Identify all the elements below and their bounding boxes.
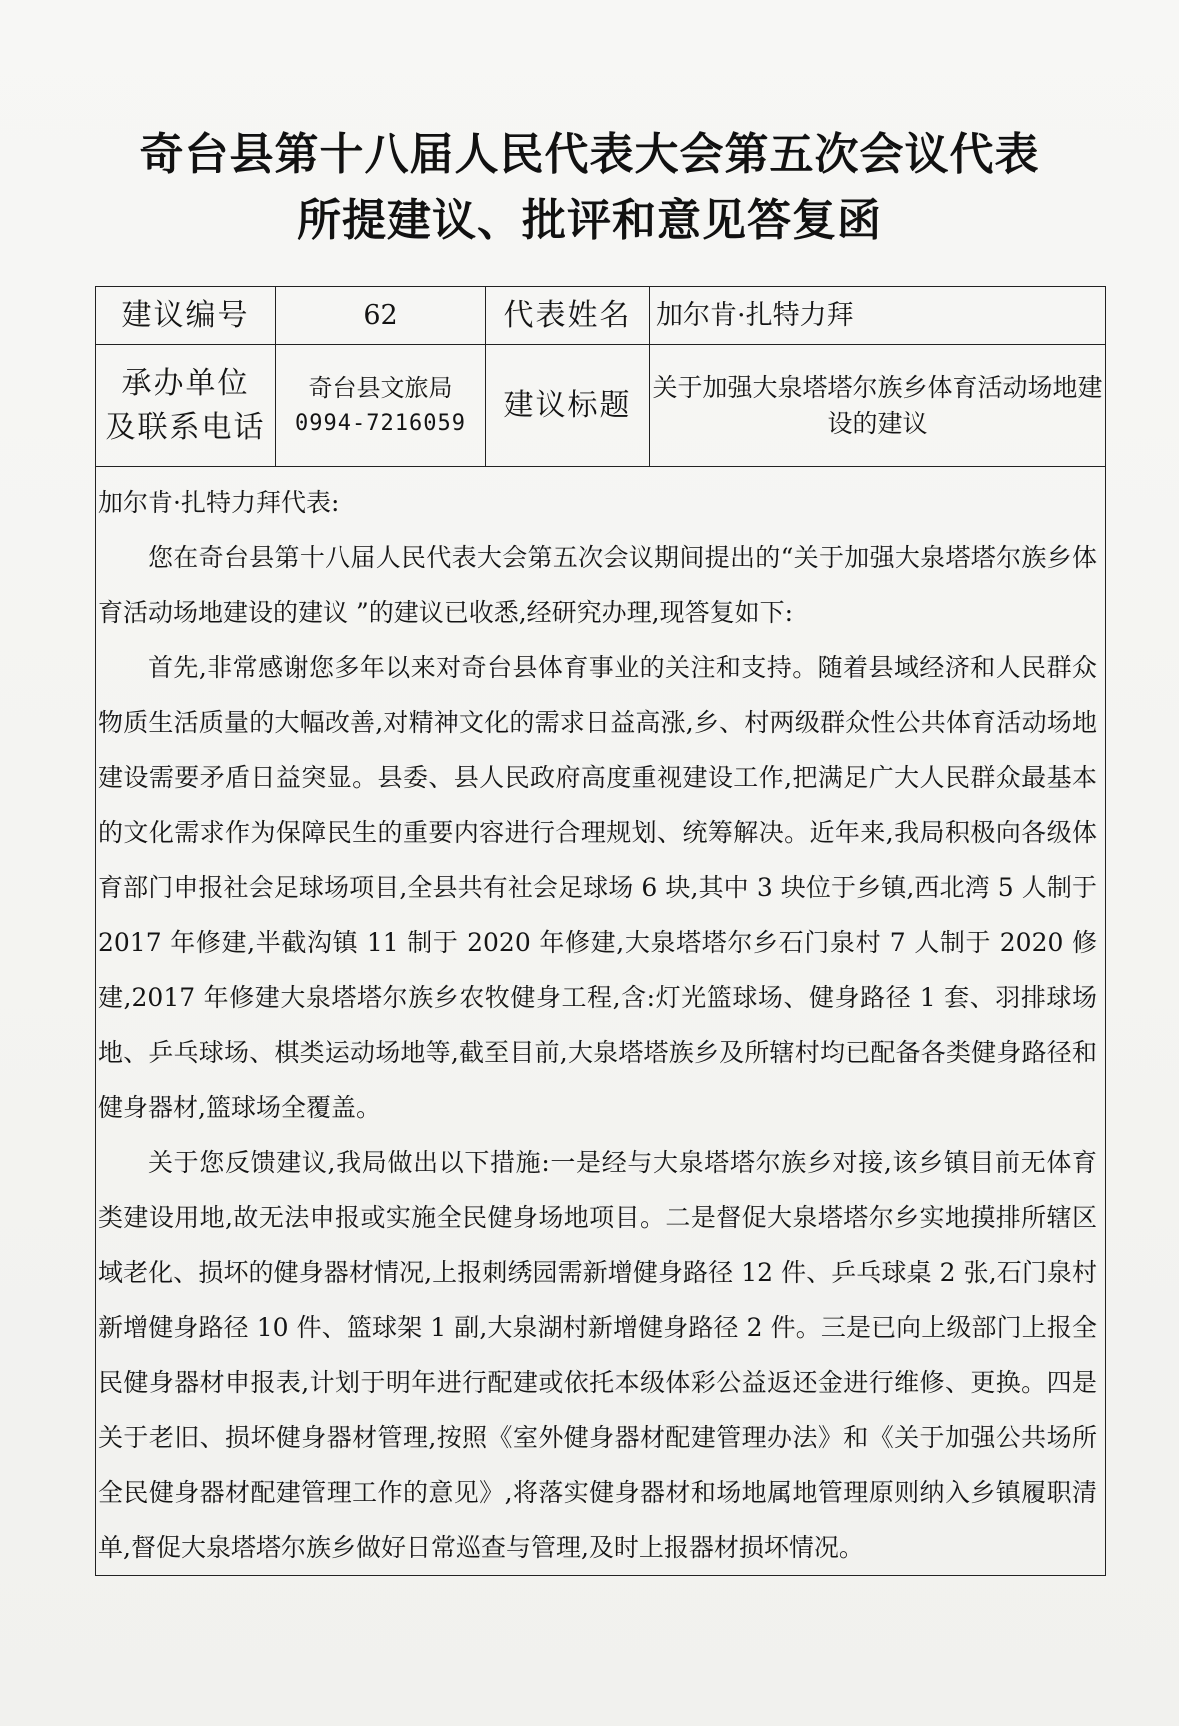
document-title-line2: 所提建议、批评和意见答复函 (297, 195, 882, 246)
letter-body (96, 467, 1105, 1575)
letter-paragraph-2: 首先,非常感谢您多年以来对奇台县体育事业的关注和支持。随着县域经济和人民群众物质生活质量的大幅改善,对精神文化的需求日益高涨,乡、村两级群众性公共体育活动场地建设需要矛盾日益突显。县委、县人民政府高度重视建设工作,把满足广大人民群众最基本的文化需求作为保障民生的重要内容进行合理规划、统筹解决。近年来,我局积极向各级体育部门申报社会足球场项目,全县共有社会足球场 6 块,其中 3 块位于乡镇,西北湾 5 人制于 2017 年修建,半截沟镇 11 制于 2020 年修建,大泉塔塔尔乡石门泉村 7 人制于 2020 修建,2017 年修建大泉塔塔尔族乡农牧健身工程,含:灯光篮球场、健身路径 1 套、羽排球场地、乒乓球场、棋类运动场地等,截至目前,大泉塔塔族乡及所辖村均已配备各类健身路径和健身器材,篮球场全覆盖。 (98, 653, 1097, 1122)
suggestion-title-value: 关于加强大泉塔塔尔族乡体育活动场地建设的建议 (650, 345, 1106, 467)
letter-paragraph-3: 关于您反馈建议,我局做出以下措施:一是经与大泉塔塔尔族乡对接,该乡镇目前无体育类建设用地,故无法申报或实施全民健身场地项目。二是督促大泉塔塔尔乡实地摸排所辖区域老化、损坏的健身器材情况,上报刺绣园需新增健身路径 12 件、乒乓球桌 2 张,石门泉村新增健身路径 10 件、篮球架 1 副,大泉湖村新增健身路径 2 件。三是已向上级部门上报全民健身器材申报表,计划于明年进行配建或依托本级体彩公益返还金进行维修、更换。四是关于老旧、损坏健身器材管理,按照《室外健身器材配建管理办法》和《关于加强公共场所全民健身器材配建管理工作的意见》,将落实健身器材和场地属地管理原则纳入乡镇履职清单,督促大泉塔塔尔族乡做好日常巡查与管理,及时上报器材损坏情况。 (98, 1148, 1097, 1562)
letter-paragraph-1: 您在奇台县第十八届人民代表大会第五次会议期间提出的“关于加强大泉塔塔尔族乡体育活动场地建设的建议 ”的建议已收悉,经研究办理,现答复如下: (98, 543, 1097, 627)
delegate-name-label: 代表姓名 (486, 287, 650, 345)
unit-label-cell (96, 345, 276, 467)
document-title-line1: 奇台县第十八届人民代表大会第五次会议代表 (139, 129, 1040, 180)
delegate-name-value: 加尔肯·扎特力拜 (650, 287, 1106, 345)
unit-label-line2: 及联系电话 (105, 409, 266, 445)
suggestion-title-label: 建议标题 (486, 345, 650, 467)
unit-phone: 0994-7216059 (295, 410, 466, 436)
form-row-letter (96, 467, 1106, 1576)
suggestion-number-value: 62 (276, 287, 486, 345)
form-row-basic (96, 287, 1106, 345)
unit-label-line1: 承办单位 (121, 365, 250, 401)
reply-form-table (95, 286, 1106, 1576)
letter-salutation: 加尔肯·扎特力拜代表: (98, 488, 340, 517)
unit-value-cell (276, 345, 486, 467)
form-row-unit (96, 345, 1106, 467)
unit-name: 奇台县文旅局 (308, 373, 453, 402)
letter-body-cell (96, 467, 1106, 1576)
suggestion-number-label: 建议编号 (96, 287, 276, 345)
